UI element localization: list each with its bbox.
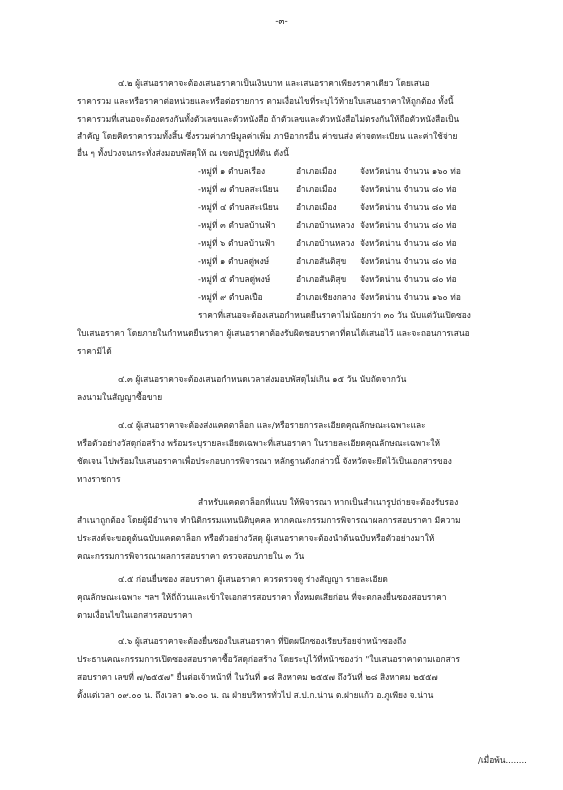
price-validity-line-3: ราคามิได้ xyxy=(77,346,112,356)
section-44-line-4: ทางราชการ xyxy=(77,474,121,484)
delivery-quantity: จังหวัดน่าน จำนวน ๘๐ ท่อ xyxy=(360,256,457,266)
section-46-line-1: ๔.๖ ผู้เสนอราคาจะต้องยื่นซองใบเสนอราคา ที่ปิดผนึกซองเรียบร้อยจ่าหน้าซองถึง xyxy=(118,636,407,646)
section-44-line-7: ประสงค์จะขอดูต้นฉบับแคตตาล็อก หรือตัวอย่างวัสดุ ผู้เสนอราคาจะต้องนำต้นฉบับหรือตัวอย่างมาให้ xyxy=(77,533,435,543)
price-validity-line-1: ราคาที่เสนอจะต้องเสนอกำหนดยืนราคาไม่น้อยกว่า ๓๐ วัน นับแต่วันเปิดซอง xyxy=(198,310,471,320)
section-44-line-5: สำหรับแคตตาล็อกที่แนบ ให้พิจารณา หากเป็นสำเนารูปถ่ายจะต้องรับรอง xyxy=(198,497,459,507)
delivery-quantity: จังหวัดน่าน จำนวน ๘๐ ท่อ xyxy=(360,274,457,284)
delivery-village: -หมู่ที่ ๗ ตำบลสะเนียน xyxy=(198,184,279,194)
section-43-line-1: ๔.๓ ผู้เสนอราคาจะต้องเสนอกำหนดเวลาส่งมอบพัสดุไม่เกิน ๑๕ วัน นับถัดจากวัน xyxy=(118,374,407,384)
section-44-line-8: คณะกรรมการพิจารณาผลการสอบราคา ตรวจสอบภายใน ๓ วัน xyxy=(77,551,305,561)
delivery-district: อำเภอเชียงกลาง xyxy=(296,292,356,302)
section-44-line-1: ๔.๔ ผู้เสนอราคาจะต้องส่งแคตตาล็อก และ/หรือรายการละเอียดคุณลักษณะเฉพาะและ xyxy=(118,420,426,430)
delivery-village: -หมู่ที่ ๓ ตำบลบ้านฟ้า xyxy=(198,220,276,230)
section-45-line-1: ๔.๕ ก่อนยื่นซอง สอบราคา ผู้เสนอราคา ควรตรวจดู ร่างสัญญา รายละเอียด xyxy=(118,574,388,584)
delivery-district: อำเภอสันติสุข xyxy=(296,256,347,266)
delivery-village: -หมู่ที่ ๖ ตำบลบ้านฟ้า xyxy=(198,238,275,248)
delivery-district: อำเภอบ้านหลวง xyxy=(296,238,355,248)
delivery-district: อำเภอบ้านหลวง xyxy=(296,220,355,230)
section-46-line-3: สอบราคา เลขที่ ๗/๒๕๕๗" ยื่นต่อเจ้าหน้าที่ ในวันที่ ๑๘ สิงหาคม ๒๕๕๗ ถึงวันที่ ๒๘ สิงหาคม ๒๕๕๗ xyxy=(77,672,438,682)
section-46-line-4: ตั้งแต่เวลา ๐๙.๐๐ น. ถึงเวลา ๑๖.๐๐ น. ณ ฝ่ายบริหารทั่วไป ส.ป.ก.น่าน ต.ฝายแก้ว อ.ภูเพียง จ.น่าน xyxy=(77,690,434,700)
price-validity-line-2: ใบเสนอราคา โดยภายในกำหนดยืนราคา ผู้เสนอราคาต้องรับผิดชอบราคาที่ตนได้เสนอไว้ และจะถอนการเสนอ xyxy=(77,328,470,338)
delivery-district: อำเภอเมือง xyxy=(296,202,337,212)
delivery-village: -หมู่ที่ ๙ ตำบลเปือ xyxy=(198,292,263,302)
delivery-district: อำเภอเมือง xyxy=(296,184,337,194)
delivery-quantity: จังหวัดน่าน จำนวน ๘๐ ท่อ xyxy=(360,202,457,212)
section-45-line-2: คุณลักษณะเฉพาะ ฯลฯ ให้ถี่ถ้วนและเข้าใจเอกสารสอบราคา ทั้งหมดเสียก่อน ที่จะตกลงยื่นซองสอบราคา xyxy=(77,592,447,602)
delivery-village: -หมู่ที่ ๕ ตำบลดู่พงษ์ xyxy=(198,274,271,284)
delivery-quantity: จังหวัดน่าน จำนวน ๘๐ ท่อ xyxy=(360,184,457,194)
section-46-line-2: ประธานคณะกรรมการเปิดซองสอบราคาซื้อวัสดุก่อสร้าง โดยระบุไว้ที่หน้าซองว่า "ใบเสนอราคาตามเอกสาร xyxy=(77,654,460,664)
section-42-line-3: ราคารวมที่เสนอจะต้องตรงกันทั้งตัวเลขและตัวหนังสือ ถ้าตัวเลขและตัวหนังสือไม่ตรงกันให้ถือตัวหนังสือเป็น xyxy=(77,114,460,124)
section-45-line-3: ตามเงื่อนไขในเอกสารสอบราคา xyxy=(77,610,193,620)
section-44-line-2: หรือตัวอย่างวัสดุก่อสร้าง พร้อมระบุรายละเอียดเฉพาะที่เสนอราคา ในรายละเอียดคุณลักษณะเฉพาะให้ xyxy=(77,438,440,448)
page-number: -๓- xyxy=(275,17,288,27)
section-44-line-3: ชัดเจน ไปพร้อมใบเสนอราคาเพื่อประกอบการพิจารณา หลักฐานดังกล่าวนี้ จังหวัดจะยึดไว้เป็นเอกสารของ xyxy=(77,456,452,466)
delivery-quantity: จังหวัดน่าน จำนวน ๑๖๐ ท่อ xyxy=(360,292,461,302)
section-44-line-6: สำเนาถูกต้อง โดยผู้มีอำนาจ ทำนิติกรรมแทนนิติบุคคล หากคณะกรรมการพิจารณาผลการสอบราคา มีความ xyxy=(77,515,461,525)
section-42-line-1: ๔.๒ ผู้เสนอราคาจะต้องเสนอราคาเป็นเงินบาท และเสนอราคาเพียงราคาเดียว โดยเสนอ xyxy=(118,78,430,88)
section-42-line-4: สำคัญ โดยคิดราคารวมทั้งสิ้น ซึ่งรวมค่าภาษีมูลค่าเพิ่ม ภาษีอากรอื่น ค่าขนส่ง ค่าจดทะเบียน และค่าใช้จ่าย xyxy=(77,131,458,141)
section-42-line-2: ราคารวม และหรือราคาต่อหน่วยและหรือต่อรายการ ตามเงื่อนไขที่ระบุไว้ท้ายใบเสนอราคาให้ถูกต้อง ทั้งนี้ xyxy=(77,96,454,106)
delivery-district: อำเภอเมือง xyxy=(296,166,337,176)
section-42-line-5: อื่น ๆ ทั้งปวงจนกระทั่งส่งมอบพัสดุให้ ณ เขตปฏิรูปที่ดิน ดังนี้ xyxy=(77,148,289,158)
delivery-village: -หมู่ที่ ๔ ตำบลสะเนียน xyxy=(198,202,279,212)
delivery-village: -หมู่ที่ ๑ ตำบลเรือง xyxy=(198,166,266,176)
delivery-village: -หมู่ที่ ๑ ตำบลดู่พงษ์ xyxy=(198,256,270,266)
section-43-line-2: ลงนามในสัญญาซื้อขาย xyxy=(77,392,163,402)
delivery-quantity: จังหวัดน่าน จำนวน ๘๐ ท่อ xyxy=(360,220,457,230)
delivery-quantity: จังหวัดน่าน จำนวน ๘๐ ท่อ xyxy=(360,238,457,248)
delivery-district: อำเภอสันติสุข xyxy=(296,274,347,284)
continuation-note: /เมื่อพ้น........ xyxy=(478,755,527,765)
delivery-quantity: จังหวัดน่าน จำนวน ๑๖๐ ท่อ xyxy=(360,166,461,176)
